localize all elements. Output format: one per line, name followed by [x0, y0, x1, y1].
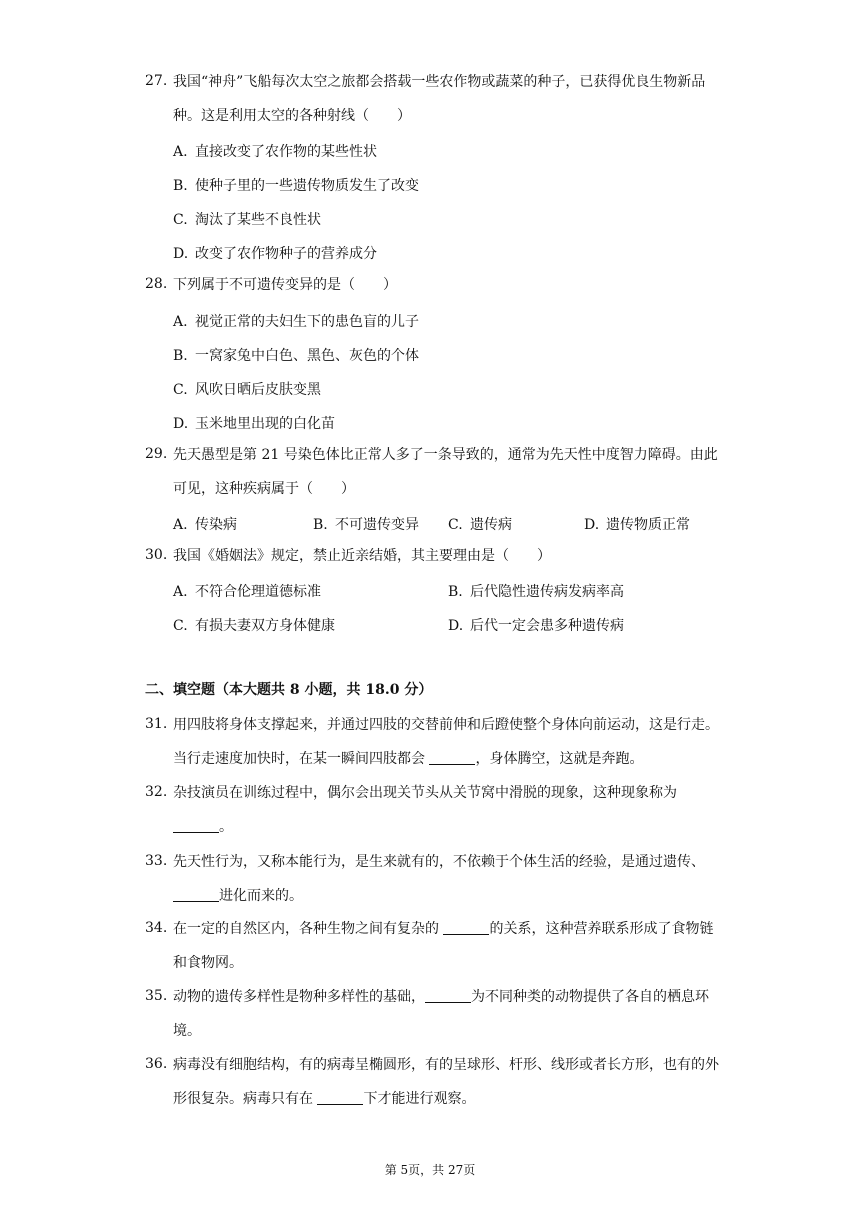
question-stem: 动物的遗传多样性是物种多样性的基础， 为不同种类的动物提供了各自的栖息环境。 [173, 989, 709, 1039]
question-28 [145, 268, 725, 302]
question-number: 36. [145, 1056, 168, 1072]
question-35 [145, 980, 725, 1048]
question-stem: 先天性行为，又称本能行为，是生来就有的，不依赖于个体生活的经验，是通过遗传、进化而来的。 [173, 854, 705, 904]
option-27-a: A. 直接改变了农作物的某些性状 [173, 144, 377, 160]
option-30-a: A. 不符合伦理道德标准 [173, 584, 321, 600]
question-stem: 杂技演员在训练过程中，偶尔会出现关节头从关节窝中滑脱的现象，这种现象称为 。 [173, 785, 677, 835]
section-title: 二、填空题（本大题共 8 小题，共 18.0 分） [145, 682, 433, 698]
question-30 [145, 539, 725, 573]
question-stem: 我国《婚姻法》规定，禁止近亲结婚，其主要理由是（ ） [173, 548, 551, 564]
option-28-d: D. 玉米地里出现的白化苗 [173, 416, 335, 432]
option-27-d: D. 改变了农作物种子的营养成分 [173, 246, 377, 262]
question-29 [145, 438, 725, 506]
question-34 [145, 912, 725, 980]
question-number: 32. [145, 784, 168, 800]
answer-blank[interactable] [425, 988, 471, 1003]
question-36 [145, 1048, 725, 1116]
page-footer: 第 5页，共 27页 [384, 1163, 476, 1177]
answer-blank[interactable] [173, 818, 219, 833]
question-33 [145, 845, 725, 913]
option-30-c: C. 有损夫妻双方身体健康 [173, 618, 335, 634]
question-number: 34. [145, 920, 168, 936]
option-27-c: C. 淘汰了某些不良性状 [173, 212, 321, 228]
question-stem: 在一定的自然区内，各种生物之间有复杂的 的关系，这种营养联系形成了食物链和食物网。 [173, 921, 714, 971]
question-31 [145, 708, 725, 776]
question-number: 33. [145, 853, 168, 869]
option-30-d: D. 后代一定会患多种遗传病 [448, 618, 624, 634]
option-28-a: A. 视觉正常的夫妇生下的患色盲的儿子 [173, 314, 419, 330]
answer-blank[interactable] [173, 887, 219, 902]
answer-blank[interactable] [429, 750, 475, 765]
option-29-b: B. 不可遗传变异 [313, 517, 419, 533]
question-number: 29. [145, 446, 168, 462]
question-32 [145, 776, 725, 844]
question-27 [145, 65, 725, 133]
question-stem: 病毒没有细胞结构，有的病毒呈椭圆形，有的呈球形、杆形、线形或者长方形，也有的外形很复杂。病毒只有在 下才能进行观察。 [173, 1057, 719, 1107]
option-27-b: B. 使种子里的一些遗传物质发生了改变 [173, 178, 419, 194]
question-number: 27. [145, 73, 168, 89]
option-29-d: D. 遗传物质正常 [584, 517, 690, 533]
question-stem: 先天愚型是第 21 号染色体比正常人多了一条导致的，通常为先天性中度智力障碍。由此可见，这种疾病属于（ ） [173, 447, 718, 497]
question-number: 31. [145, 716, 168, 732]
option-28-b: B. 一窝家兔中白色、黑色、灰色的个体 [173, 348, 419, 364]
option-29-c: C. 遗传病 [448, 517, 512, 533]
answer-blank[interactable] [443, 920, 489, 935]
question-stem: 下列属于不可遗传变异的是（ ） [173, 277, 397, 293]
question-stem: 我国“神舟”飞船每次太空之旅都会搭载一些农作物或蔬菜的种子，已获得优良生物新品种。这是利用太空的各种射线（ ） [173, 74, 706, 124]
option-28-c: C. 风吹日晒后皮肤变黑 [173, 382, 321, 398]
question-number: 35. [145, 988, 168, 1004]
answer-blank[interactable] [317, 1090, 363, 1105]
option-29-a: A. 传染病 [173, 517, 237, 533]
option-30-b: B. 后代隐性遗传病发病率高 [448, 584, 624, 600]
question-number: 30. [145, 547, 168, 563]
question-stem: 用四肢将身体支撑起来，并通过四肢的交替前伸和后蹬使整个身体向前运动，这是行走。当行走速度加快时，在某一瞬间四肢都会 ，身体腾空，这就是奔跑。 [173, 717, 719, 767]
question-number: 28. [145, 276, 168, 292]
